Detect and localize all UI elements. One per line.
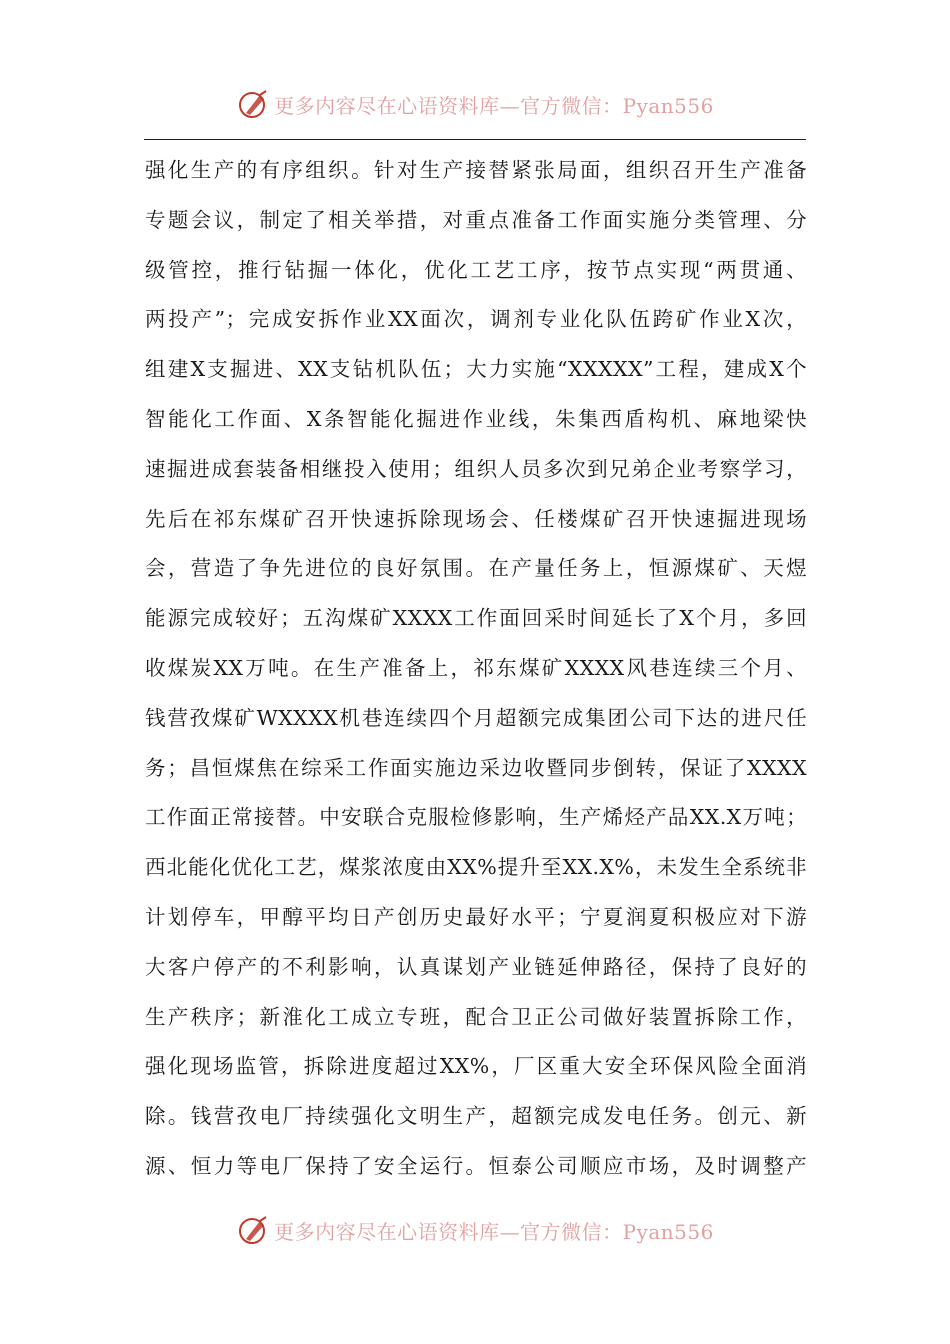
- text-line: 专题会议，制定了相关举措，对重点准备工作面实施分类管理、分: [145, 207, 807, 232]
- header-banner-text: 更多内容尽在心语资料库—官方微信：Pyan556: [274, 93, 714, 118]
- header-divider: [144, 139, 806, 140]
- text-line: 速掘进成套装备相继投入使用；组织人员多次到兄弟企业考察学习，: [145, 456, 807, 481]
- text-line: 钱营孜煤矿WXXXX机巷连续四个月超额完成集团公司下达的进尺任: [145, 705, 807, 730]
- text-line: 生产秩序；新淮化工成立专班，配合卫正公司做好装置拆除工作，: [145, 1004, 807, 1029]
- text-line: 两投产”；完成安拆作业XX面次，调剂专业化队伍跨矿作业X次，: [145, 307, 807, 332]
- text-line: 收煤炭XX万吨。在生产准备上，祁东煤矿XXXX风巷连续三个月、: [145, 655, 807, 680]
- text-line: 会，营造了争先进位的良好氛围。在产量任务上，恒源煤矿、天煜: [145, 556, 807, 581]
- pen-nib-logo-icon: [236, 87, 270, 121]
- text-line: 计划停车，甲醇平均日产创历史最好水平；宁夏润夏积极应对下游: [145, 904, 807, 929]
- document-body: [145, 146, 807, 1192]
- header-banner: [0, 82, 950, 126]
- text-line: 源、恒力等电厂保持了安全运行。恒泰公司顺应市场，及时调整产: [145, 1153, 807, 1178]
- footer-banner-text: 更多内容尽在心语资料库—官方微信：Pyan556: [274, 1219, 714, 1244]
- text-line: 除。钱营孜电厂持续强化文明生产，超额完成发电任务。创元、新: [145, 1104, 807, 1129]
- text-line: 级管控，推行钻掘一体化，优化工艺工序，按节点实现“两贯通、: [145, 257, 807, 282]
- text-line: 能源完成较好；五沟煤矿XXXX工作面回采时间延长了X个月，多回: [145, 606, 807, 631]
- text-line: 强化现场监管，拆除进度超过XX%，厂区重大安全环保风险全面消: [145, 1054, 807, 1079]
- text-line: 先后在祁东煤矿召开快速拆除现场会、任楼煤矿召开快速掘进现场: [145, 506, 807, 531]
- text-line: 强化生产的有序组织。针对生产接替紧张局面，组织召开生产准备: [145, 158, 807, 182]
- text-line: 组建X支掘进、XX支钻机队伍；大力实施“XXXXX”工程，建成X个: [145, 357, 807, 382]
- footer-banner: [0, 1208, 950, 1252]
- text-line: 西北能化优化工艺，煤浆浓度由XX%提升至XX.X%，未发生全系统非: [145, 855, 807, 880]
- text-line: 务；昌恒煤焦在综采工作面实施边采边收暨同步倒转，保证了XXXX: [145, 755, 807, 780]
- pen-nib-logo-icon: [236, 1213, 270, 1247]
- text-line: 智能化工作面、X条智能化掘进作业线，朱集西盾构机、麻地梁快: [145, 406, 807, 431]
- text-line: 工作面正常接替。中安联合克服检修影响，生产烯烃产品XX.X万吨；: [145, 805, 807, 830]
- text-line: 大客户停产的不利影响，认真谋划产业链延伸路径，保持了良好的: [145, 954, 807, 979]
